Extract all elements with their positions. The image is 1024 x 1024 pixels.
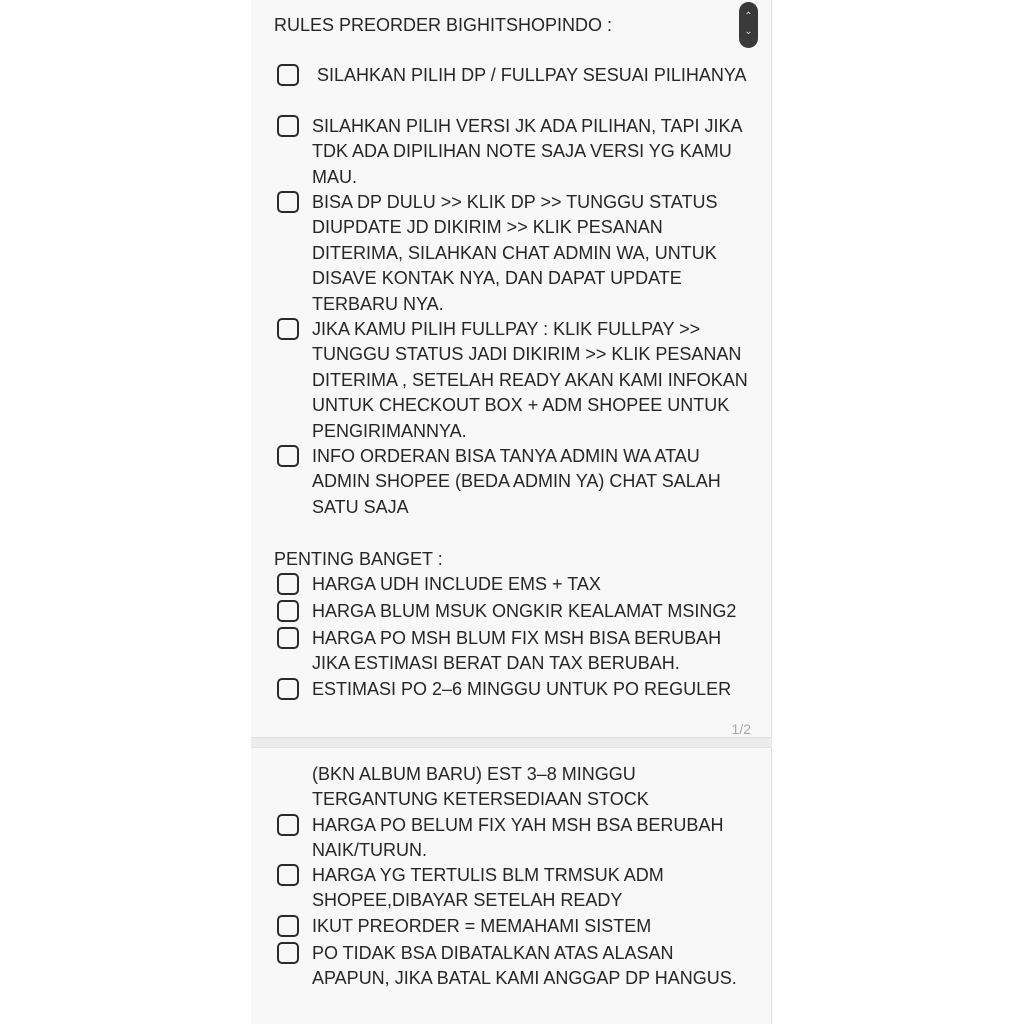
rule-text: HARGA PO BELUM FIX YAH MSH BSA BERUBAH NAIK/TURUN. [312, 815, 724, 861]
rule-text: PO TIDAK BSA DIBATALKAN ATAS ALASAN APAPUN, JIKA BATAL KAMI ANGGAP DP HANGUS. [312, 943, 737, 989]
rule-text: JIKA KAMU PILIH FULLPAY : KLIK FULLPAY >> TUNGGU STATUS JADI DIKIRIM >> KLIK PESANAN DITERIMA , SETELAH READY AKAN KAMI INFOKAN UNTUK CHECKOUT BOX + ADM SHOPEE UNTUK PENGIRIMANNYA. [312, 319, 748, 441]
important-checkbox[interactable] [277, 627, 299, 649]
important-title: PENTING BANGET : [274, 549, 443, 569]
rule-text: SILAHKAN PILIH VERSI JK ADA PILIHAN, TAPI JIKA TDK ADA DIPILIHAN NOTE SAJA VERSI YG KAMU MAU. [312, 116, 742, 187]
important-checkbox[interactable] [277, 678, 299, 700]
continuation-text: (BKN ALBUM BARU) EST 3–8 MINGGU TERGANTUNG KETERSEDIAAN STOCK [312, 764, 649, 810]
page-scroll-control[interactable] [739, 2, 758, 48]
rule-text: IKUT PREORDER = MEMAHAMI SISTEM [312, 916, 652, 936]
important-text: ESTIMASI PO 2–6 MINGGU UNTUK PO REGULER [312, 679, 732, 699]
page-2 [251, 748, 772, 1024]
page-divider [251, 737, 772, 748]
rule-checkbox[interactable] [277, 445, 299, 467]
rule-checkbox[interactable] [277, 915, 299, 937]
rule-checkbox[interactable] [277, 115, 299, 137]
rule-checkbox[interactable] [277, 814, 299, 836]
chevron-down-icon[interactable]: ⌄ [744, 26, 753, 37]
rule-text: INFO ORDERAN BISA TANYA ADMIN WA ATAU ADMIN SHOPEE (BEDA ADMIN YA) CHAT SALAH SATU SAJA [312, 446, 721, 517]
rule-text: SILAHKAN PILIH DP / FULLPAY SESUAI PILIHANYA [312, 65, 747, 85]
rules-title: RULES PREORDER BIGHITSHOPINDO : [274, 15, 613, 35]
important-text: HARGA UDH INCLUDE EMS + TAX [312, 574, 601, 594]
important-text: HARGA PO MSH BLUM FIX MSH BISA BERUBAH JIKA ESTIMASI BERAT DAN TAX BERUBAH. [312, 628, 722, 674]
rule-checkbox[interactable] [277, 942, 299, 964]
rule-text: HARGA YG TERTULIS BLM TRMSUK ADM SHOPEE,DIBAYAR SETELAH READY [312, 865, 664, 911]
page-1 [251, 0, 772, 737]
rule-checkbox[interactable] [277, 318, 299, 340]
rule-checkbox[interactable] [277, 864, 299, 886]
rule-checkbox[interactable] [277, 64, 299, 86]
important-text: HARGA BLUM MSUK ONGKIR KEALAMAT MSING2 [312, 601, 737, 621]
page-number: 1/2 [731, 721, 751, 737]
rule-text: BISA DP DULU >> KLIK DP >> TUNGGU STATUS DIUPDATE JD DIKIRIM >> KLIK PESANAN DITERIMA, SILAHKAN CHAT ADMIN WA, UNTUK DISAVE KONTAK NYA, DAN DAPAT UPDATE TERBARU NYA. [312, 192, 718, 314]
important-checkbox[interactable] [277, 600, 299, 622]
important-checkbox[interactable] [277, 573, 299, 595]
chevron-up-icon[interactable]: ⌃ [744, 11, 753, 22]
rule-checkbox[interactable] [277, 191, 299, 213]
